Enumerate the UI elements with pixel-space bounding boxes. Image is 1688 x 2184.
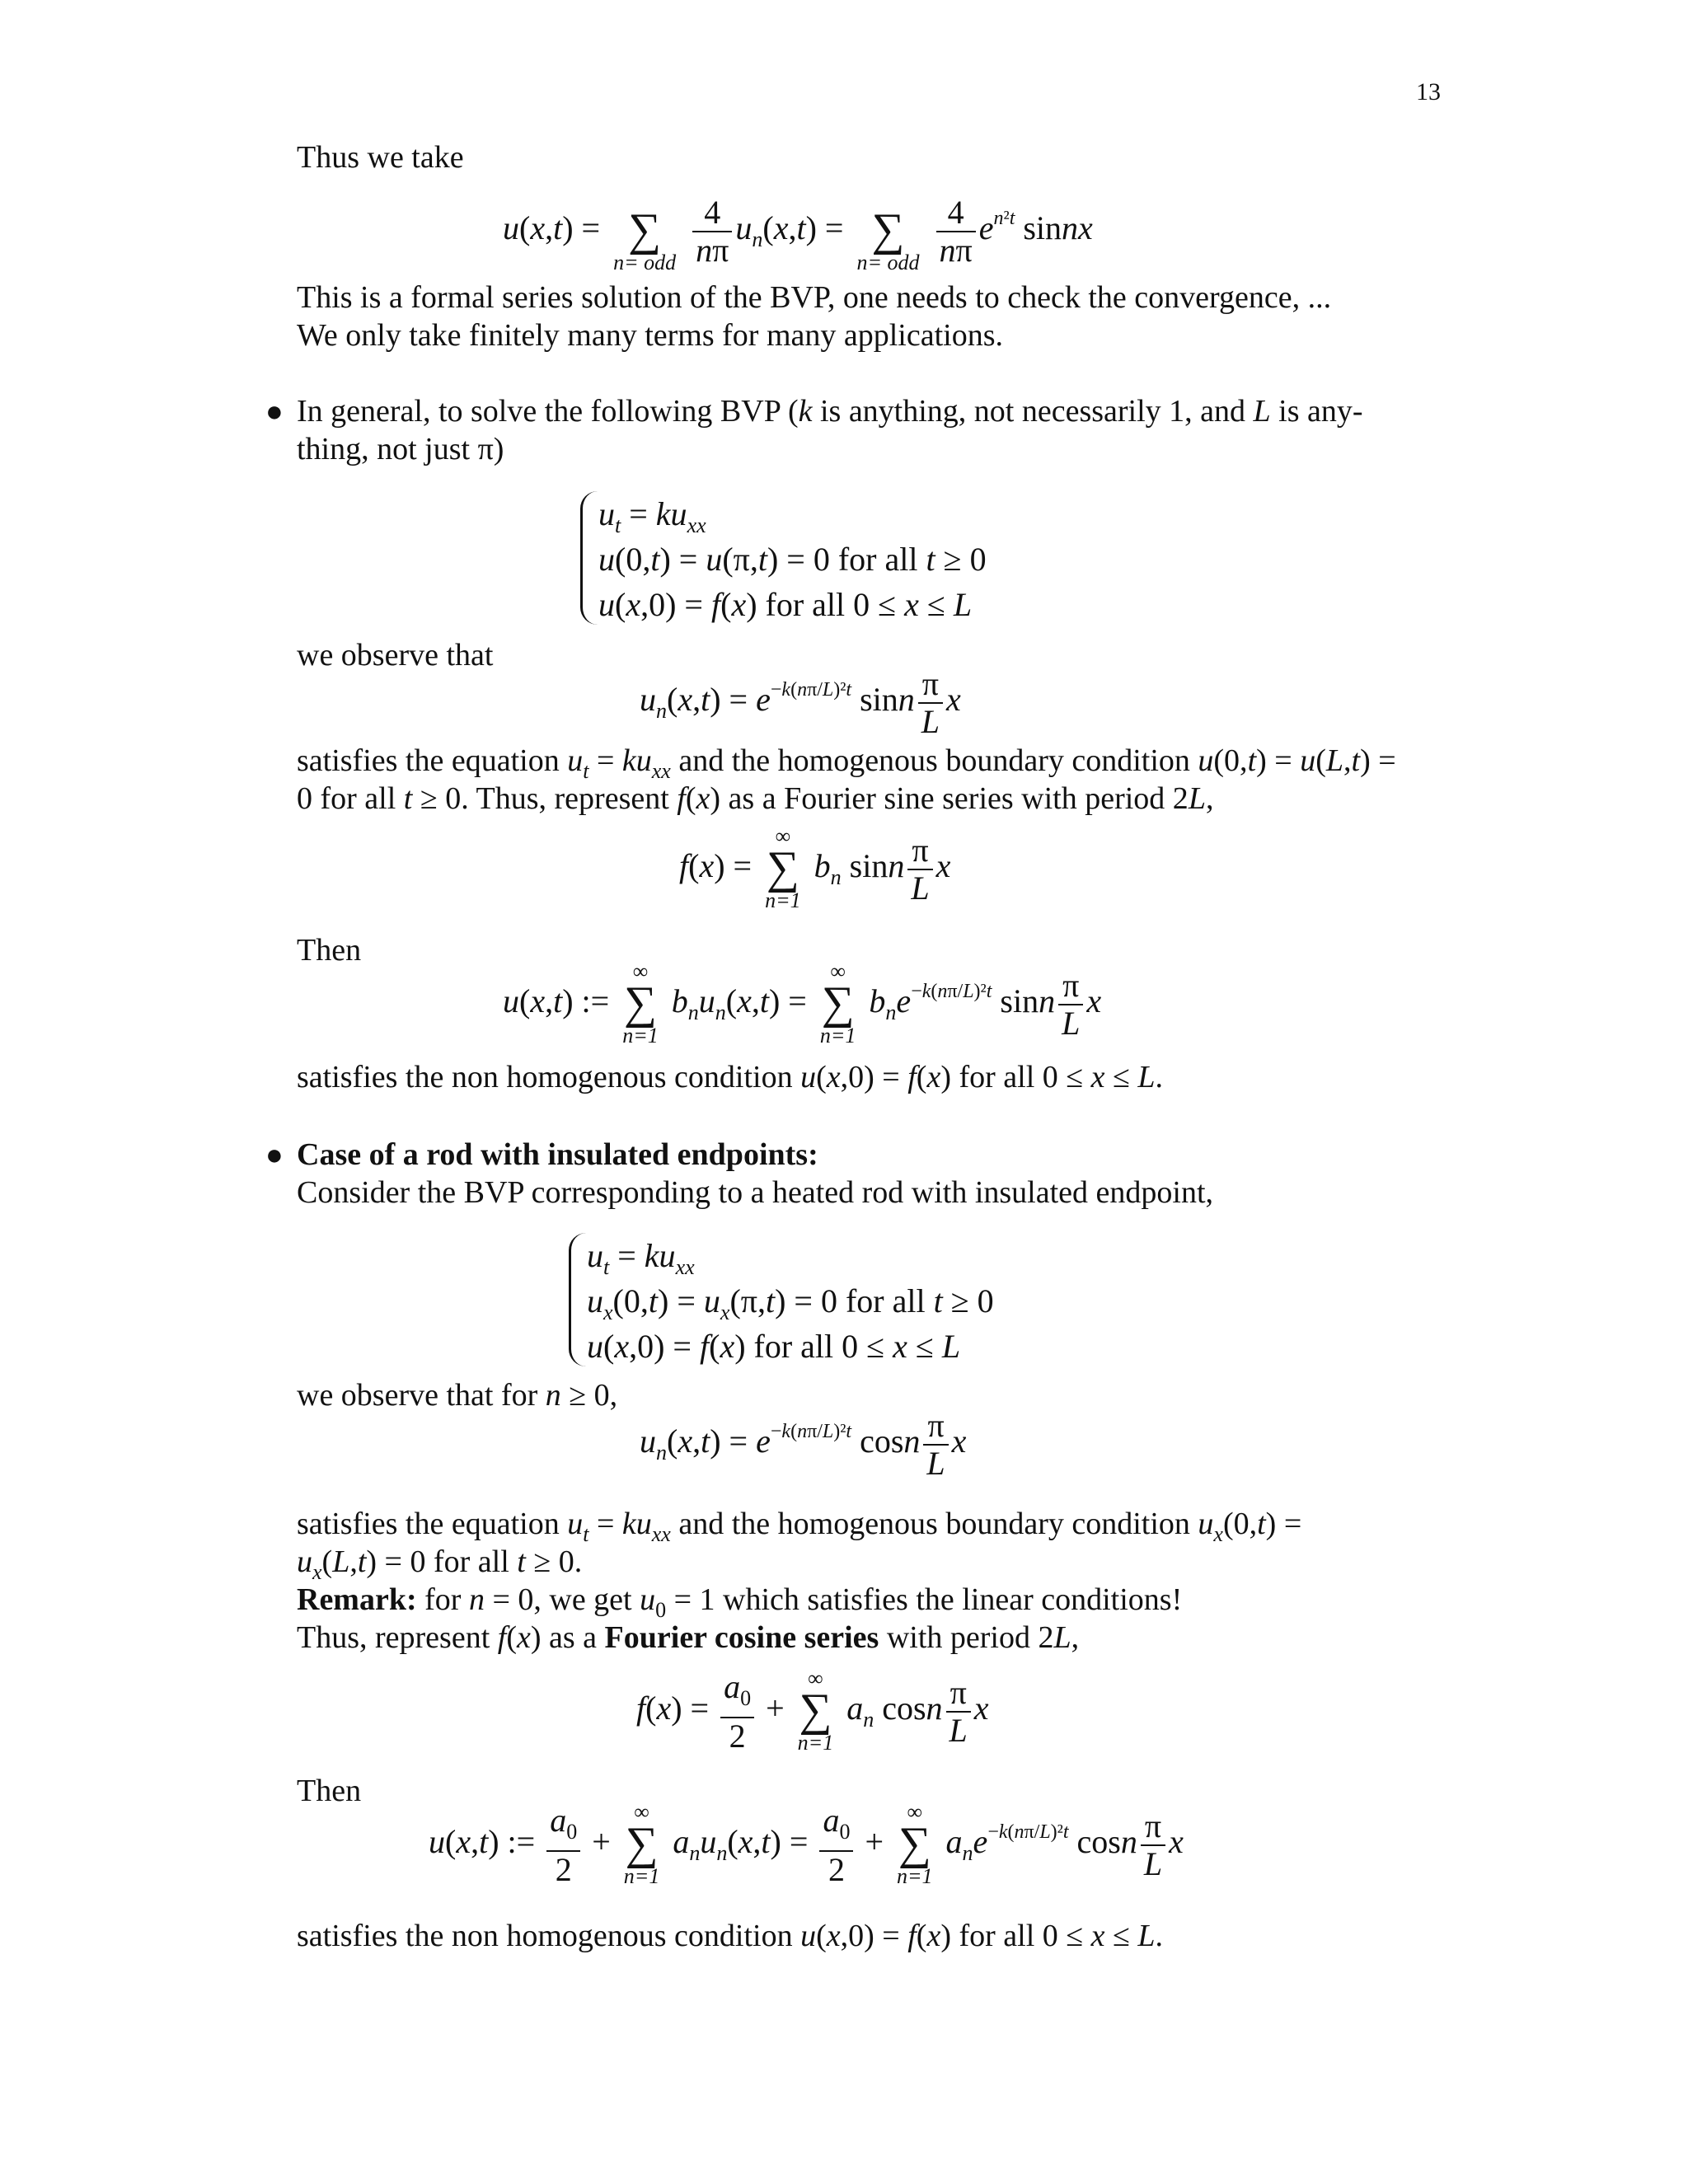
equation-fourier-cosine-series: f(x) = $\frac{a_0}{2}$ + ∞ ∑ n=1 $a_n$ cosn $\frac{\pi}{L}$ x xyxy=(636,1666,989,1755)
bullet-general-bvp: ● xyxy=(265,395,284,428)
paragraph-represent-cosine: Thus, represent f(x) as a Fourier cosine series with period 2L, xyxy=(297,1620,1080,1655)
page-number: 13 xyxy=(1416,78,1441,105)
paragraph-thus-we-take: Thus we take xyxy=(297,140,464,175)
paragraph-we-observe: we observe that xyxy=(297,638,494,673)
paragraph-general-bvp-2: thing, not just π) xyxy=(297,432,504,466)
equation-fourier-sine-series: f(x) = ∞ ∑ n=1 $b_n$ sinn $\frac{\pi}{L}$ x xyxy=(679,824,951,912)
equation-un-cosine: $u_n(x,t) = e^{-k(n\pi/L)^2t}$ cosn $\frac{\pi}{L}$ x xyxy=(640,1407,967,1482)
paragraph-formal-series-2: We only take finitely many terms for many applications. xyxy=(297,318,1003,353)
equation-system-insulated: $u_t = ku_{xx}$ $u_x(0,t) = u_x(\pi,t) = 0$ for all t ≥ 0 u(x,0) = f(x) for all 0 ≤ x ≤ L xyxy=(587,1237,994,1365)
equation-system-general: $u_t = ku_{xx}$ u(0,t) = u(π,t) = 0 for all t ≥ 0 u(x,0) = f(x) for all 0 ≤ x ≤ L xyxy=(598,495,987,623)
paragraph-nonhomogenous-1: satisfies the non homogenous condition u(x,0) = f(x) for all 0 ≤ x ≤ L. xyxy=(297,1060,1164,1094)
paragraph-satisfies-1: satisfies the equation $u_t = ku_{xx}$ and the homogenous boundary condition u(0,t) = u(L,t) = xyxy=(297,743,1396,783)
paragraph-satisfies-cos-2: $u_x(L,t) = 0$ for all t ≥ 0. xyxy=(297,1544,583,1584)
equation-solution-sine: u(x,t) := ∞ ∑ n=1 $b_nu_n(x,t)$ = ∞ ∑ n=1 $b_ne^{-k(n\pi/L)^2t}$ sinn $\frac{\pi}{L}$ x xyxy=(503,959,1102,1047)
paragraph-we-observe-n: we observe that for n ≥ 0, xyxy=(297,1378,618,1413)
paragraph-satisfies-2: 0 for all t ≥ 0. Thus, represent f(x) as a Fourier sine series with period 2L, xyxy=(297,781,1214,816)
equation-solution-cosine: u(x,t) := $\frac{a_0}{2}$ + ∞ ∑ n=1 $a_nu_n(x,t)$ = $\frac{a_0}{2}$ + ∞ ∑ n=1 $a_ne^{-k(n\pi/L)^2t}$ cosn $\frac{\pi}{L}$ x xyxy=(429,1800,1184,1888)
paragraph-satisfies-cos-1: satisfies the equation $u_t = ku_{xx}$ and the homogenous boundary condition $u_x(0,t)$ = xyxy=(297,1507,1302,1546)
paragraph-then-2: Then xyxy=(297,1774,362,1808)
left-brace xyxy=(569,1233,586,1366)
paragraph-general-bvp-1: In general, to solve the following BVP (k is anything, not necessarily 1, and L is any- xyxy=(297,394,1363,429)
paragraph-consider: Consider the BVP corresponding to a heated rod with insulated endpoint, xyxy=(297,1175,1214,1210)
paragraph-nonhomogenous-2: satisfies the non homogenous condition u(x,0) = f(x) for all 0 ≤ x ≤ L. xyxy=(297,1919,1164,1953)
equation-series-solution: u(x,t) = ∑ n= odd $\frac{4}{n\pi}$ $u_n(x,t)$ = ∑ n= odd $\frac{4}{n\pi}$ $e^{n^2t}$ sinnx xyxy=(503,194,1093,274)
paragraph-then-1: Then xyxy=(297,933,362,968)
equation-un-sine: $u_n(x,t) = e^{-k(n\pi/L)^2t}$ sinn $\frac{\pi}{L}$ x xyxy=(640,665,961,740)
bullet-insulated: ● xyxy=(265,1138,284,1171)
left-brace xyxy=(580,491,598,625)
paragraph-formal-series-1: This is a formal series solution of the BVP, one needs to check the convergence, ... xyxy=(297,280,1332,315)
paragraph-remark: Remark: for n = 0, we get $u_0 = 1$ which satisfies the linear conditions! xyxy=(297,1582,1183,1622)
section-heading-insulated: Case of a rod with insulated endpoints: xyxy=(297,1137,818,1172)
